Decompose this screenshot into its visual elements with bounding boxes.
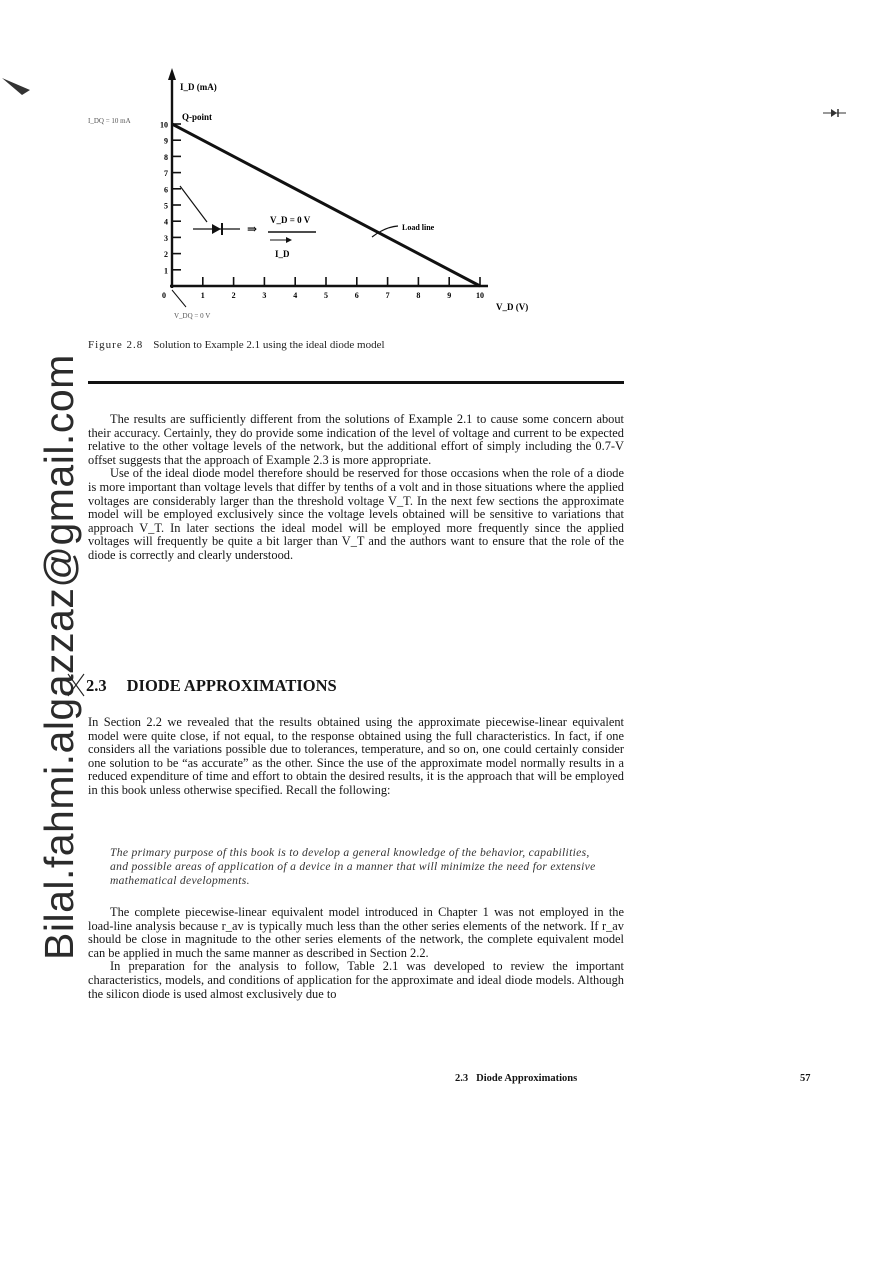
q-point-label: Q-point bbox=[182, 112, 213, 122]
corner-mark-icon bbox=[2, 78, 30, 95]
x-tick-label: 4 bbox=[293, 291, 298, 300]
margin-diode-icon bbox=[823, 109, 846, 117]
y-tick-label: 3 bbox=[164, 233, 168, 243]
x-tick-label: 8 bbox=[416, 291, 421, 300]
caption-text: Solution to Example 2.1 using the ideal diode model bbox=[153, 339, 385, 351]
section-title: DIODE APPROXIMATIONS bbox=[126, 676, 337, 695]
handwritten-x-icon bbox=[66, 672, 86, 698]
section-number: 2.3 bbox=[86, 676, 107, 695]
side-note-top: I_DQ = 10 mA bbox=[88, 117, 131, 125]
diode-current-label: I_D bbox=[275, 249, 290, 259]
after-quote-text bbox=[88, 906, 624, 1001]
chart-axes bbox=[168, 68, 488, 288]
current-arrow-icon bbox=[286, 237, 292, 243]
pointer-line-2 bbox=[172, 290, 186, 307]
implies-arrow-icon: ⇒ bbox=[247, 222, 258, 236]
pointer-line bbox=[180, 186, 207, 222]
y-axis-label: I_D (mA) bbox=[180, 82, 217, 92]
load-line-label: Load line bbox=[402, 223, 435, 232]
diode-condition: V_D = 0 V bbox=[270, 215, 311, 225]
intro-text bbox=[88, 413, 624, 563]
y-ticks bbox=[160, 121, 181, 276]
x-tick-label: 10 bbox=[476, 291, 484, 300]
y-tick-label: 8 bbox=[164, 152, 168, 162]
x-tick-label: 6 bbox=[354, 291, 359, 300]
running-footer bbox=[455, 1073, 577, 1084]
x-axis-label: V_D (V) bbox=[496, 302, 529, 312]
caption-label: Figure 2.8 bbox=[88, 339, 144, 351]
page-number: 57 bbox=[800, 1073, 811, 1084]
figure-chart bbox=[0, 0, 893, 330]
side-note-bottom: V_DQ = 0 V bbox=[174, 312, 211, 320]
x-tick-label: 5 bbox=[324, 291, 328, 300]
y-tick-label: 1 bbox=[164, 266, 168, 276]
email-watermark: Bilal.fahmi.algazzaz@gmail.com bbox=[36, 354, 82, 960]
y-tick-label: 4 bbox=[164, 217, 168, 227]
y-tick-label: 10 bbox=[160, 120, 168, 130]
y-tick-label: 7 bbox=[164, 169, 168, 179]
section-divider bbox=[88, 381, 624, 384]
paragraph: The results are sufficiently different from the solutions of Example 2.1 to cause some concern about their accuracy. Certainly, they do provide some indication of the level of voltage and current to be expected relative to the other voltage levels of the network, but the additional effort of simply including the 0.7-V offset suggests that the approach of Example 2.3 is more appropriate. bbox=[88, 412, 624, 467]
x-tick-label: 0 bbox=[162, 291, 166, 300]
y-tick-label: 6 bbox=[164, 185, 168, 195]
section-heading bbox=[66, 676, 337, 696]
load-line bbox=[172, 124, 480, 286]
paragraph: Use of the ideal diode model therefore should be reserved for those occasions when the role of a diode is more important than voltage levels that differ by tenths of a volt and in those situations where the applied voltages are considerably larger than the threshold voltage V_T. In the next few sections the approximate model will be employed exclusively since the voltage levels obtained will be sensitive to variations that approach V_T. In later sections the ideal model will be employed more frequently since the applied voltages will frequently be quite a bit larger than V_T and the authors want to ensure that the role of the diode is correctly and clearly understood. bbox=[88, 466, 624, 562]
y-tick-label: 9 bbox=[164, 136, 168, 146]
x-tick-label: 3 bbox=[262, 291, 267, 300]
figure-caption bbox=[88, 339, 385, 351]
y-axis-arrow-icon bbox=[168, 68, 176, 80]
y-tick-label: 5 bbox=[164, 201, 168, 211]
footer-section-number: 2.3 bbox=[455, 1073, 469, 1084]
block-quote: The primary purpose of this book is to develop a general knowledge of the behavior, capabilities, and possible areas of application of a device in a manner that will minimize the need for extensive mathematical developments. bbox=[110, 846, 596, 887]
diode-symbol-icon bbox=[193, 223, 240, 235]
paragraph: In Section 2.2 we revealed that the results obtained using the approximate piecewise-linear equivalent model were quite close, if not equal, to the response obtained using the full characteristics. In fact, if one considers all the variations possible due to tolerances, temperature, and so on, one could certainly consider one solution to be “as accurate” as the other. Since the use of the approximate model normally results in a reduced expenditure of time and effort to obtain the desired results, it is the approach that will be employed in this book unless otherwise specified. Recall the following: bbox=[88, 715, 624, 797]
x-tick-label: 1 bbox=[200, 291, 205, 300]
section-text bbox=[88, 716, 624, 798]
paragraph: The complete piecewise-linear equivalent model introduced in Chapter 1 was not employed in the load-line analysis because r_av is typically much less than the other series elements of the network. If r_av should be close in magnitude to the other series elements of the network, the complete equivalent model can be applied in much the same manner as described in Section 2.2. bbox=[88, 905, 624, 960]
x-tick-label: 7 bbox=[385, 291, 390, 300]
x-tick-label: 9 bbox=[447, 291, 452, 300]
y-tick-label: 2 bbox=[164, 250, 168, 260]
x-ticks bbox=[162, 277, 484, 300]
x-tick-label: 2 bbox=[231, 291, 236, 300]
footer-section-title: Diode Approximations bbox=[476, 1073, 578, 1084]
paragraph: In preparation for the analysis to follow, Table 2.1 was developed to review the important characteristics, models, and conditions of application for the approximate and ideal diode models. Although the silicon diode is used almost exclusively due to bbox=[88, 959, 624, 1001]
